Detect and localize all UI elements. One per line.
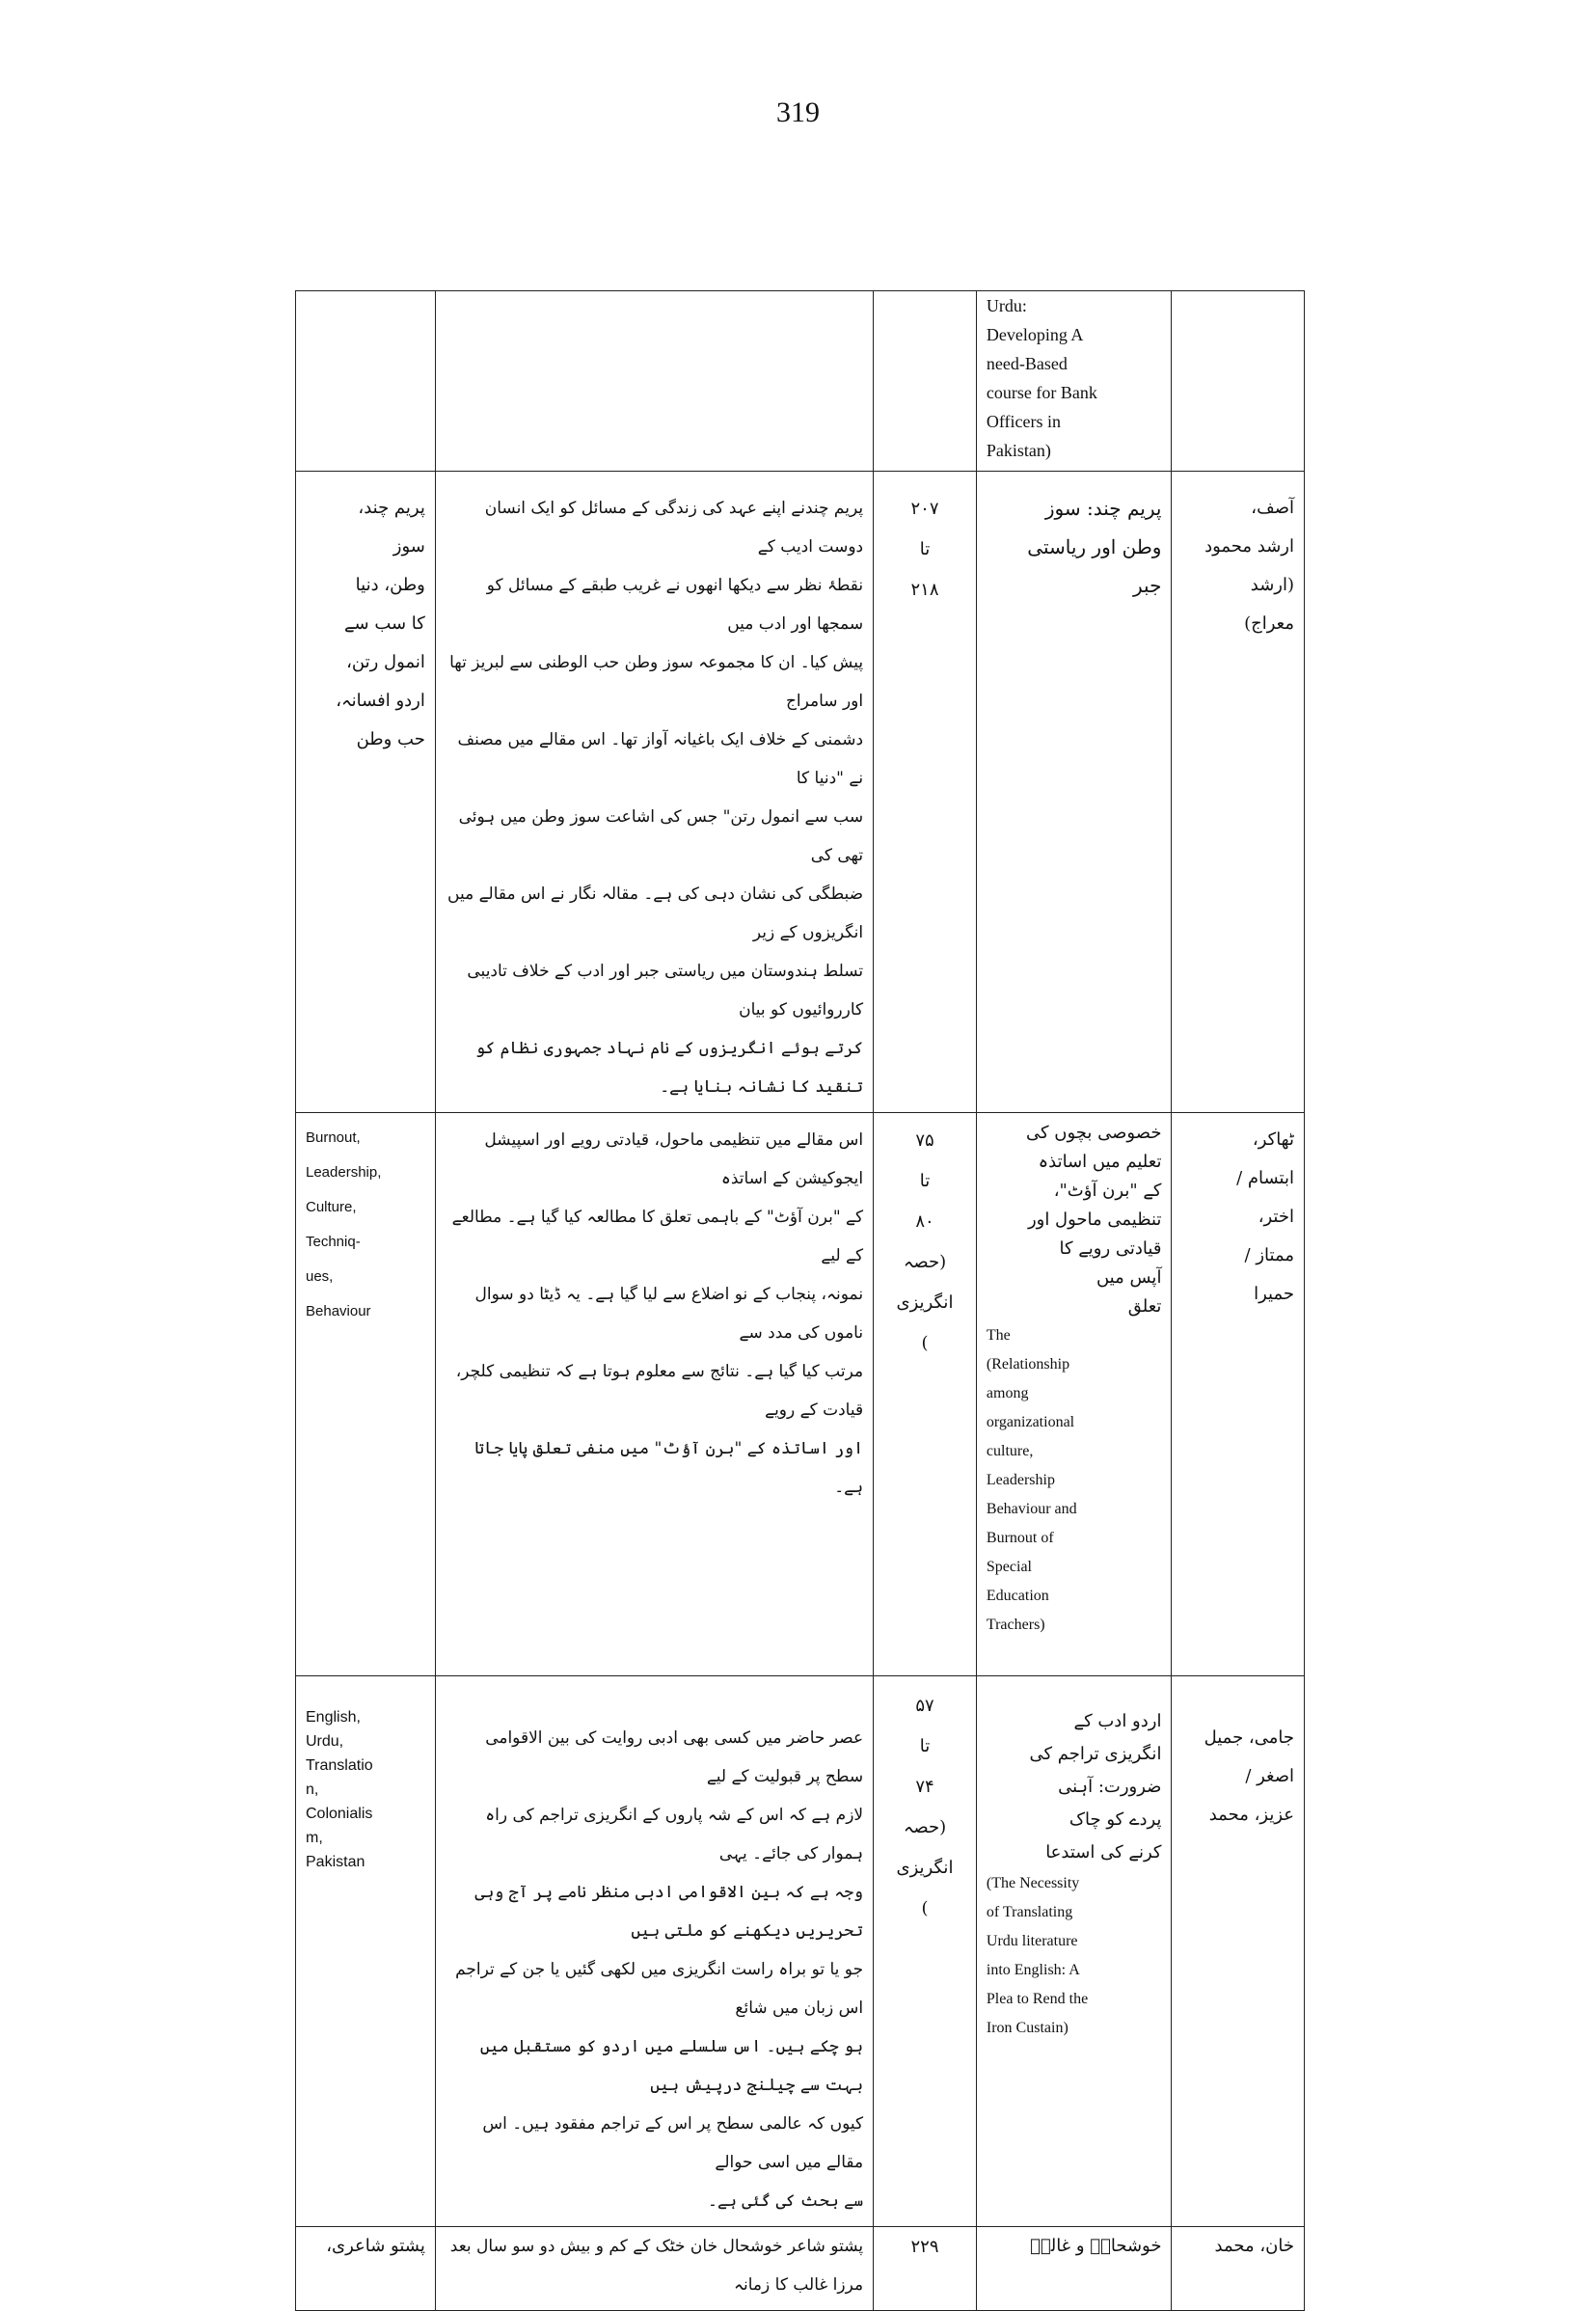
title-en-line: culture, [986, 1443, 1034, 1459]
title-en [987, 1321, 1162, 1640]
keywords-cell [296, 2227, 436, 2311]
title-cell [976, 1113, 1172, 1676]
pages-cell [874, 1113, 977, 1676]
pages-cell [874, 1676, 977, 2227]
title-en-line: course for Bank [986, 383, 1097, 402]
abstract-cell [435, 1113, 873, 1676]
title-en-line: organizational [986, 1414, 1075, 1430]
title-ur-line: انگریزی تراجم کی [1029, 1744, 1162, 1764]
table-row [296, 291, 1305, 472]
title-ur-line: خوشحالؔ و غالبؔ [1030, 2236, 1162, 2256]
abstract-line: پیش کیا۔ ان کا مجموعہ سوز وطن حب الوطنی سے لبریز تھا اور سامراج [449, 653, 864, 711]
abstract-line: لازم ہے کہ اس کے شہ پاروں کے انگریزی تراجم کی راہ ہموار کی جائے۔ یہی [485, 1806, 864, 1863]
title-en-line: among [986, 1385, 1029, 1401]
author-line: (ارشد [1250, 575, 1294, 595]
author-line: آصف، [1251, 498, 1294, 518]
author-line: اختر، [1258, 1207, 1294, 1227]
page-range: تا [919, 539, 931, 559]
title-en-line: Developing A [986, 325, 1084, 344]
author-cell [1172, 1113, 1305, 1676]
abstract-line: ضبطگی کی نشان دہی کی ہے۔ مقالہ نگار نے اس مقالے میں انگریزوں کے زیر [447, 884, 864, 942]
abstract-cell [435, 291, 873, 472]
title-en-line: of Translating [986, 1904, 1073, 1920]
author-line: خان، محمد [1214, 2236, 1294, 2256]
title-ur-line: کرنے کی استدعا [1045, 1842, 1162, 1862]
title-en-line: Pakistan) [986, 441, 1051, 460]
keyword: n, [306, 1781, 319, 1798]
title-ur-line: جبر [1133, 574, 1162, 597]
author-line: اصغر / [1245, 1766, 1294, 1786]
title-ur-line: قیادتی رویے کا [1059, 1238, 1162, 1259]
keyword: Leadership, [306, 1164, 382, 1181]
table-row [296, 1113, 1305, 1676]
keyword: ues, [306, 1268, 334, 1285]
title-en-line: need-Based [986, 354, 1068, 373]
page-range: انگریزی [896, 1292, 954, 1313]
page-number: 319 [776, 96, 820, 128]
abstract-cell [435, 472, 873, 1113]
keyword: Pakistan [306, 1854, 365, 1870]
page-range: ۲۲۹ [910, 2237, 939, 2257]
title-en-line: Urdu literature [986, 1933, 1078, 1949]
title-en-line: Urdu: [986, 296, 1027, 315]
author-line: ممتاز / [1244, 1245, 1294, 1265]
title-en-line: Special [986, 1559, 1032, 1575]
abstract-line: اس مقالے میں تنظیمی ماحول، قیادتی رویے اور اسپیشل ایجوکیشن کے اساتذہ [484, 1130, 864, 1188]
page-range: تا [919, 1736, 931, 1756]
page-range: (حصہ [903, 1817, 947, 1837]
pages-cell [874, 2227, 977, 2311]
pages-cell [874, 291, 977, 472]
table-row [296, 1676, 1305, 2227]
author-line: عزیز، محمد [1208, 1805, 1294, 1825]
author-line: معراج) [1244, 613, 1294, 634]
keywords-cell [296, 291, 436, 472]
title-en-line: Education [986, 1588, 1049, 1604]
page-range: تا [919, 1171, 931, 1191]
title-ur [987, 1119, 1162, 1321]
page-range: ۲۰۷ [910, 499, 939, 519]
title-ur-line: کے "برن آؤٹ"، [1053, 1181, 1162, 1201]
table-row [296, 472, 1305, 1113]
abstract-cell [435, 2227, 873, 2311]
author-cell [1172, 2227, 1305, 2311]
author-cell [1172, 1676, 1305, 2227]
bibliography-table [295, 290, 1305, 2311]
title-en-line: The [986, 1327, 1011, 1344]
author-line: ابتسام / [1236, 1168, 1294, 1188]
keywords-cell [296, 472, 436, 1113]
author-cell [1172, 291, 1305, 472]
abstract-line: دشمنی کے خلاف ایک باغیانہ آواز تھا۔ اس مقالے میں مصنف نے "دنیا کا [457, 730, 864, 788]
keyword: انمول رتن، [346, 652, 425, 672]
keyword: اردو افسانہ، [336, 691, 425, 711]
abstract-line: سے بحث کی گئی ہے۔ [708, 2191, 864, 2211]
abstract-line: اور اساتذہ کے "برن آؤٹ" میں منفی تعلق پایا جاتا ہے۔ [474, 1439, 864, 1497]
keyword: Urdu, [306, 1733, 344, 1750]
title-en-line: (The Necessity [986, 1875, 1080, 1891]
author-line: ٹھاکر، [1252, 1129, 1294, 1150]
keyword: کا سب سے [343, 613, 425, 634]
keyword: Burnout, [306, 1129, 361, 1146]
keyword: وطن، دنیا [355, 575, 425, 595]
title-ur-line: پردے کو چاک [1069, 1809, 1162, 1830]
abstract-line: کے "برن آؤٹ" کے باہمی تعلق کا مطالعہ کیا گیا ہے۔ مطالعے کے لیے [451, 1208, 864, 1265]
abstract-line: مرتب کیا گیا ہے۔ نتائج سے معلوم ہوتا ہے کہ تنظیمی کلچر، قیادت کے رویے [455, 1362, 864, 1420]
title-ur-line: تنظیمی ماحول اور [1027, 1210, 1162, 1230]
page-range: ۷۵ [915, 1130, 934, 1151]
pages-cell [874, 472, 977, 1113]
title-en-line: Burnout of [986, 1530, 1054, 1546]
keyword: Translatio [306, 1757, 373, 1774]
keyword: Culture, [306, 1199, 357, 1215]
title-ur-line: ضرورت: آہنی [1058, 1777, 1162, 1797]
abstract-line: سب سے انمول رتن" جس کی اشاعت سوز وطن میں ہوئی تھی کی [458, 807, 864, 865]
abstract-line: پشتو شاعر خوشحال خان خٹک کے کم و بیش دو سو سال بعد مرزا غالب کا زمانہ [449, 2237, 864, 2295]
title-en-line: into English: A [986, 1962, 1080, 1978]
author-line: جامی، جمیل [1204, 1727, 1294, 1748]
title-en-line: Leadership [986, 1472, 1055, 1488]
keyword: سوز [392, 536, 425, 557]
page-range: انگریزی [896, 1858, 954, 1878]
keyword: Techniq- [306, 1234, 361, 1250]
abstract-line: تسلط ہندوستان میں ریاستی جبر اور ادب کے خلاف تادیبی کارروائیوں کو بیان [467, 962, 864, 1020]
title-en-line: Officers in [986, 412, 1062, 431]
abstract-line: نقطۂ نظر سے دیکھا انھوں نے غریب طبقے کے مسائل کو سمجھا اور ادب میں [486, 576, 864, 634]
title-en [987, 1869, 1162, 2043]
keyword: Behaviour [306, 1303, 371, 1319]
title-en-line: Behaviour and [986, 1501, 1077, 1517]
abstract-line: ہو چکے ہیں۔ اس سلسلے میں اردو کو مستقبل میں بہت سے چیلنج درپیش ہیں [479, 2037, 864, 2095]
keyword: پریم چند، [358, 498, 425, 518]
page-range: ۲۱۸ [910, 580, 939, 600]
keyword: English, [306, 1709, 361, 1726]
page-range: ۵۷ [915, 1696, 934, 1716]
keyword: حب وطن [356, 729, 425, 749]
title-ur-line: آپس میں [1096, 1267, 1162, 1288]
title-ur-line: خصوصی بچوں کی [1025, 1123, 1162, 1143]
title-cell [976, 1676, 1172, 2227]
title-en-line: (Relationship [986, 1356, 1070, 1373]
abstract-line: وجہ ہے کہ بین الاقوامی ادبی منظر نامے پر آج وہی تحریریں دیکھنے کو ملتی ہیں [474, 1883, 864, 1941]
abstract-line: کرتے ہوئے انگریزوں کے نام نہاد جمہوری نظام کو تنقید کا نشانہ بنایا ہے۔ [475, 1039, 864, 1097]
title-cell [976, 291, 1172, 472]
author-cell [1172, 472, 1305, 1113]
title-en-line: Plea to Rend the [986, 1991, 1089, 2007]
keywords-cell [296, 1676, 436, 2227]
title-ur-line: تعلیم میں اساتذہ [1038, 1152, 1162, 1172]
title-cell [976, 472, 1172, 1113]
keyword: m, [306, 1830, 323, 1846]
abstract-line: پریم چندنے اپنے عہد کی زندگی کے مسائل کو ایک انسان دوست ادیب کے [484, 499, 864, 557]
title-en-line: Trachers) [986, 1617, 1045, 1633]
title-ur-line: تعلق [1127, 1296, 1162, 1317]
abstract-line: نمونہ، پنجاب کے نو اضلاع سے لیا گیا ہے۔ یہ ڈیٹا دو سوال ناموں کی مدد سے [474, 1285, 864, 1343]
page-range: ۸۰ [915, 1211, 934, 1232]
abstract-line: عصر حاضر میں کسی بھی ادبی روایت کی بین الاقوامی سطح پر قبولیت کے لیے [485, 1728, 864, 1786]
keywords-cell [296, 1113, 436, 1676]
author-line: حمیرا [1254, 1284, 1294, 1304]
title-cell [976, 2227, 1172, 2311]
page-range: ) [921, 1333, 929, 1353]
title-ur-line: پریم چند: سوز [1044, 497, 1162, 520]
author-line: ارشد محمود [1204, 536, 1294, 557]
page-range: (حصہ [903, 1252, 947, 1272]
page-range: ۷۴ [915, 1777, 934, 1797]
title-en-line: Iron Custain) [986, 2020, 1069, 2036]
keyword: پشتو شاعری، [326, 2236, 425, 2256]
table-row [296, 2227, 1305, 2311]
title-ur-line: وطن اور ریاستی [1027, 535, 1162, 558]
title-ur-line: اردو ادب کے [1073, 1711, 1162, 1731]
abstract-line: جو یا تو براہ راست انگریزی میں لکھی گئیں یا جن کے تراجم اس زبان میں شائع [455, 1960, 864, 2018]
abstract-cell [435, 1676, 873, 2227]
page-range: ) [921, 1898, 929, 1918]
title-ur [987, 1705, 1162, 1869]
keyword: Colonialis [306, 1806, 373, 1822]
abstract-line: کیوں کہ عالمی سطح پر اس کے تراجم مفقود ہیں۔ اس مقالے میں اسی حوالے [482, 2114, 864, 2172]
